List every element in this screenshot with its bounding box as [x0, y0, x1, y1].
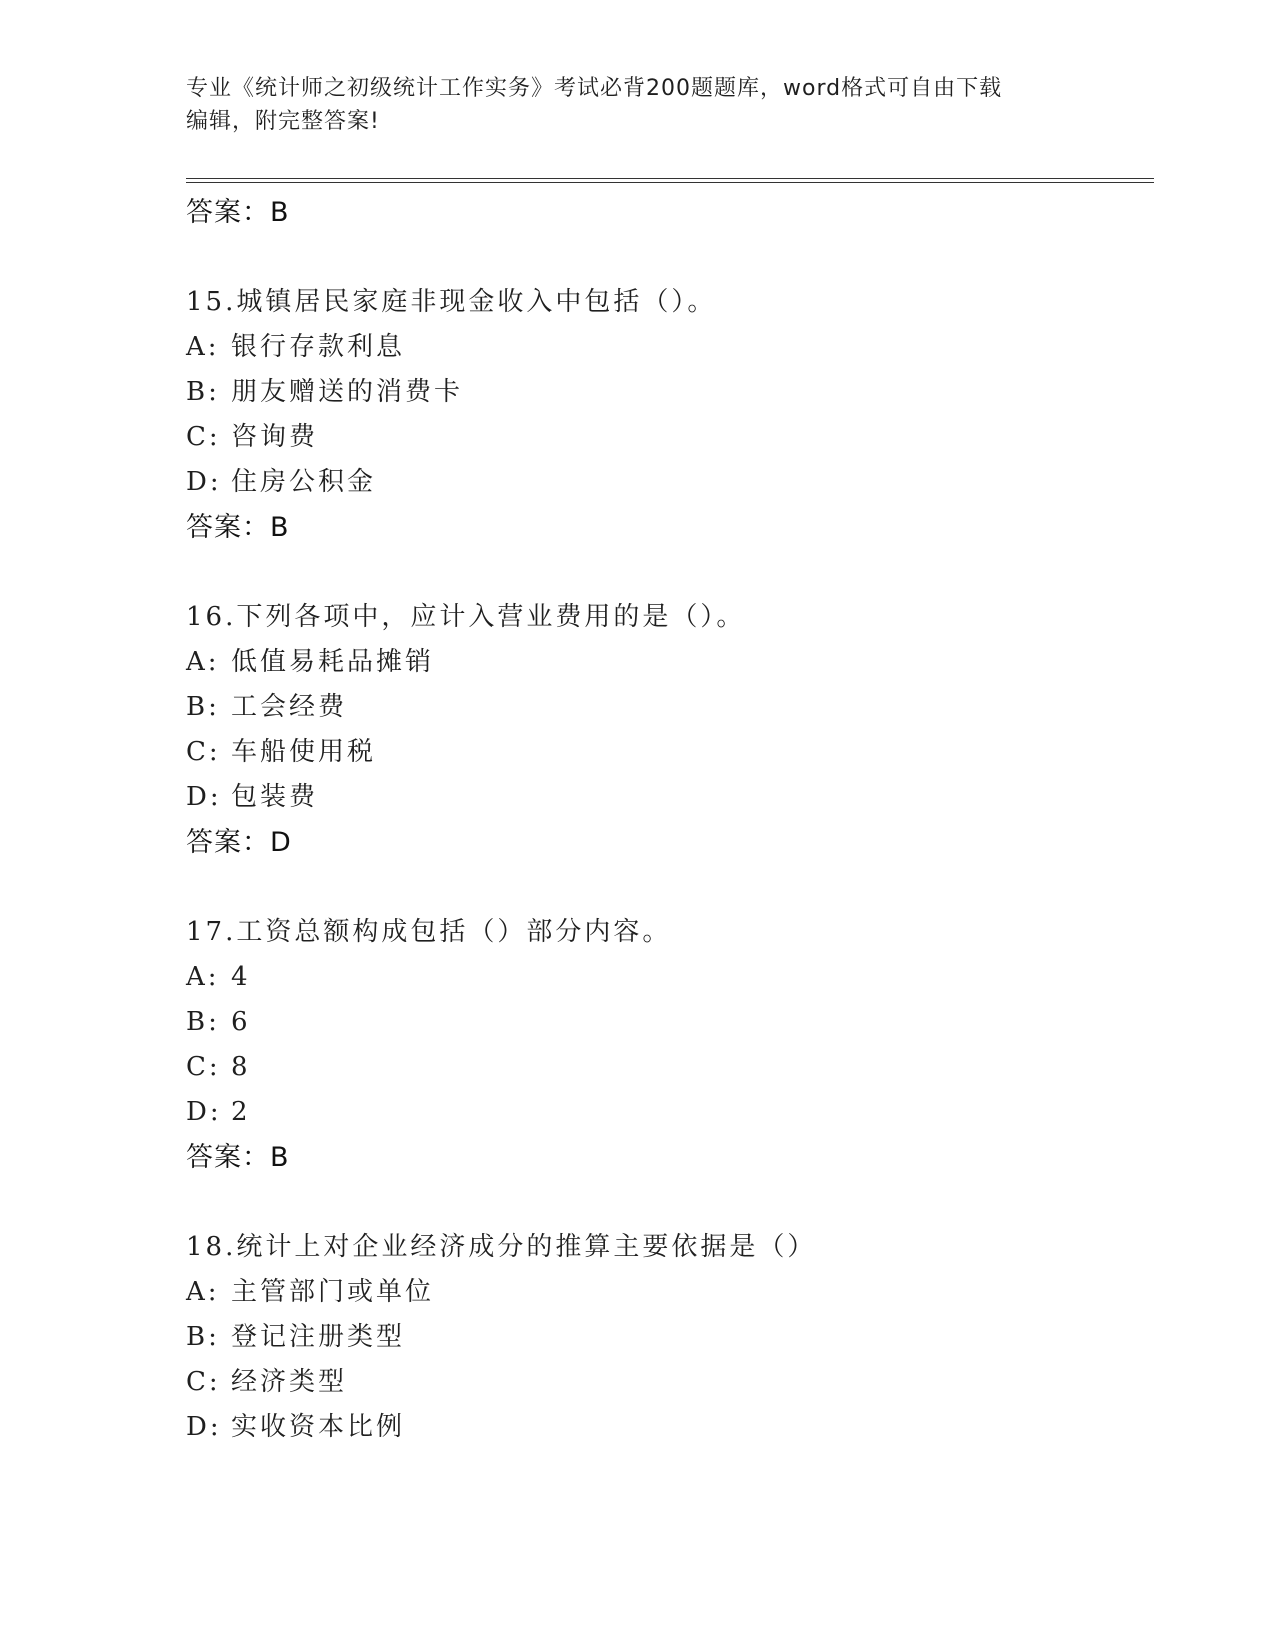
option-text: 2	[231, 1097, 251, 1127]
option-text: 8	[231, 1052, 251, 1082]
option-text: 包装费	[231, 782, 319, 812]
header-line-2: 编辑，附完整答案!	[186, 109, 380, 134]
option-text: 车船使用税	[231, 737, 377, 767]
option-a	[186, 1270, 1154, 1315]
answer-line: 答案：B	[186, 1142, 290, 1173]
question-title: 17.工资总额构成包括（）部分内容。	[186, 917, 672, 947]
header-line-1: 专业《统计师之初级统计工作实务》考试必背200题题库，word格式可自由下载	[186, 76, 1003, 101]
option-c	[186, 730, 1154, 775]
option-a	[186, 955, 1154, 1000]
option-letter: D:	[186, 1412, 222, 1442]
question-title: 16.下列各项中，应计入营业费用的是（）。	[186, 602, 746, 632]
option-d	[186, 460, 1154, 505]
option-c	[186, 415, 1154, 460]
option-text: 登记注册类型	[231, 1322, 406, 1352]
option-letter: A:	[186, 962, 220, 992]
option-letter: C:	[186, 737, 221, 767]
option-text: 咨询费	[231, 422, 319, 452]
option-b	[186, 1000, 1154, 1045]
option-text: 朋友赠送的消费卡	[231, 377, 464, 407]
question-17	[186, 910, 1154, 1180]
option-text: 主管部门或单位	[231, 1277, 435, 1307]
option-text: 6	[231, 1007, 251, 1037]
question-title: 15.城镇居民家庭非现金收入中包括（）。	[186, 287, 717, 317]
document-body	[186, 190, 1154, 1450]
option-letter: A:	[186, 332, 220, 362]
option-c	[186, 1045, 1154, 1090]
answer-line: 答案：D	[186, 827, 292, 858]
option-d	[186, 775, 1154, 820]
option-text: 低值易耗品摊销	[231, 647, 435, 677]
question-16	[186, 595, 1154, 865]
answer-line: 答案：B	[186, 197, 290, 228]
answer-line: 答案：B	[186, 512, 290, 543]
option-letter: B:	[186, 377, 220, 407]
option-letter: A:	[186, 647, 220, 677]
option-letter: A:	[186, 1277, 220, 1307]
question-title: 18.统计上对企业经济成分的推算主要依据是（）	[186, 1232, 817, 1262]
option-letter: B:	[186, 1322, 220, 1352]
option-b	[186, 685, 1154, 730]
option-letter: C:	[186, 422, 221, 452]
option-b	[186, 370, 1154, 415]
option-text: 住房公积金	[231, 467, 377, 497]
option-letter: D:	[186, 467, 222, 497]
option-c	[186, 1360, 1154, 1405]
option-d	[186, 1090, 1154, 1135]
option-text: 工会经费	[231, 692, 348, 722]
question-15	[186, 280, 1154, 550]
option-a	[186, 640, 1154, 685]
option-text: 4	[231, 962, 251, 992]
option-letter: B:	[186, 692, 220, 722]
page-header	[186, 72, 1086, 138]
question-18	[186, 1225, 1154, 1450]
option-text: 经济类型	[231, 1367, 348, 1397]
option-letter: B:	[186, 1007, 220, 1037]
option-text: 银行存款利息	[231, 332, 406, 362]
option-a	[186, 325, 1154, 370]
option-letter: D:	[186, 1097, 222, 1127]
option-letter: D:	[186, 782, 222, 812]
option-letter: C:	[186, 1052, 221, 1082]
option-d	[186, 1405, 1154, 1450]
option-text: 实收资本比例	[231, 1412, 406, 1442]
header-divider	[186, 178, 1154, 183]
option-letter: C:	[186, 1367, 221, 1397]
option-b	[186, 1315, 1154, 1360]
